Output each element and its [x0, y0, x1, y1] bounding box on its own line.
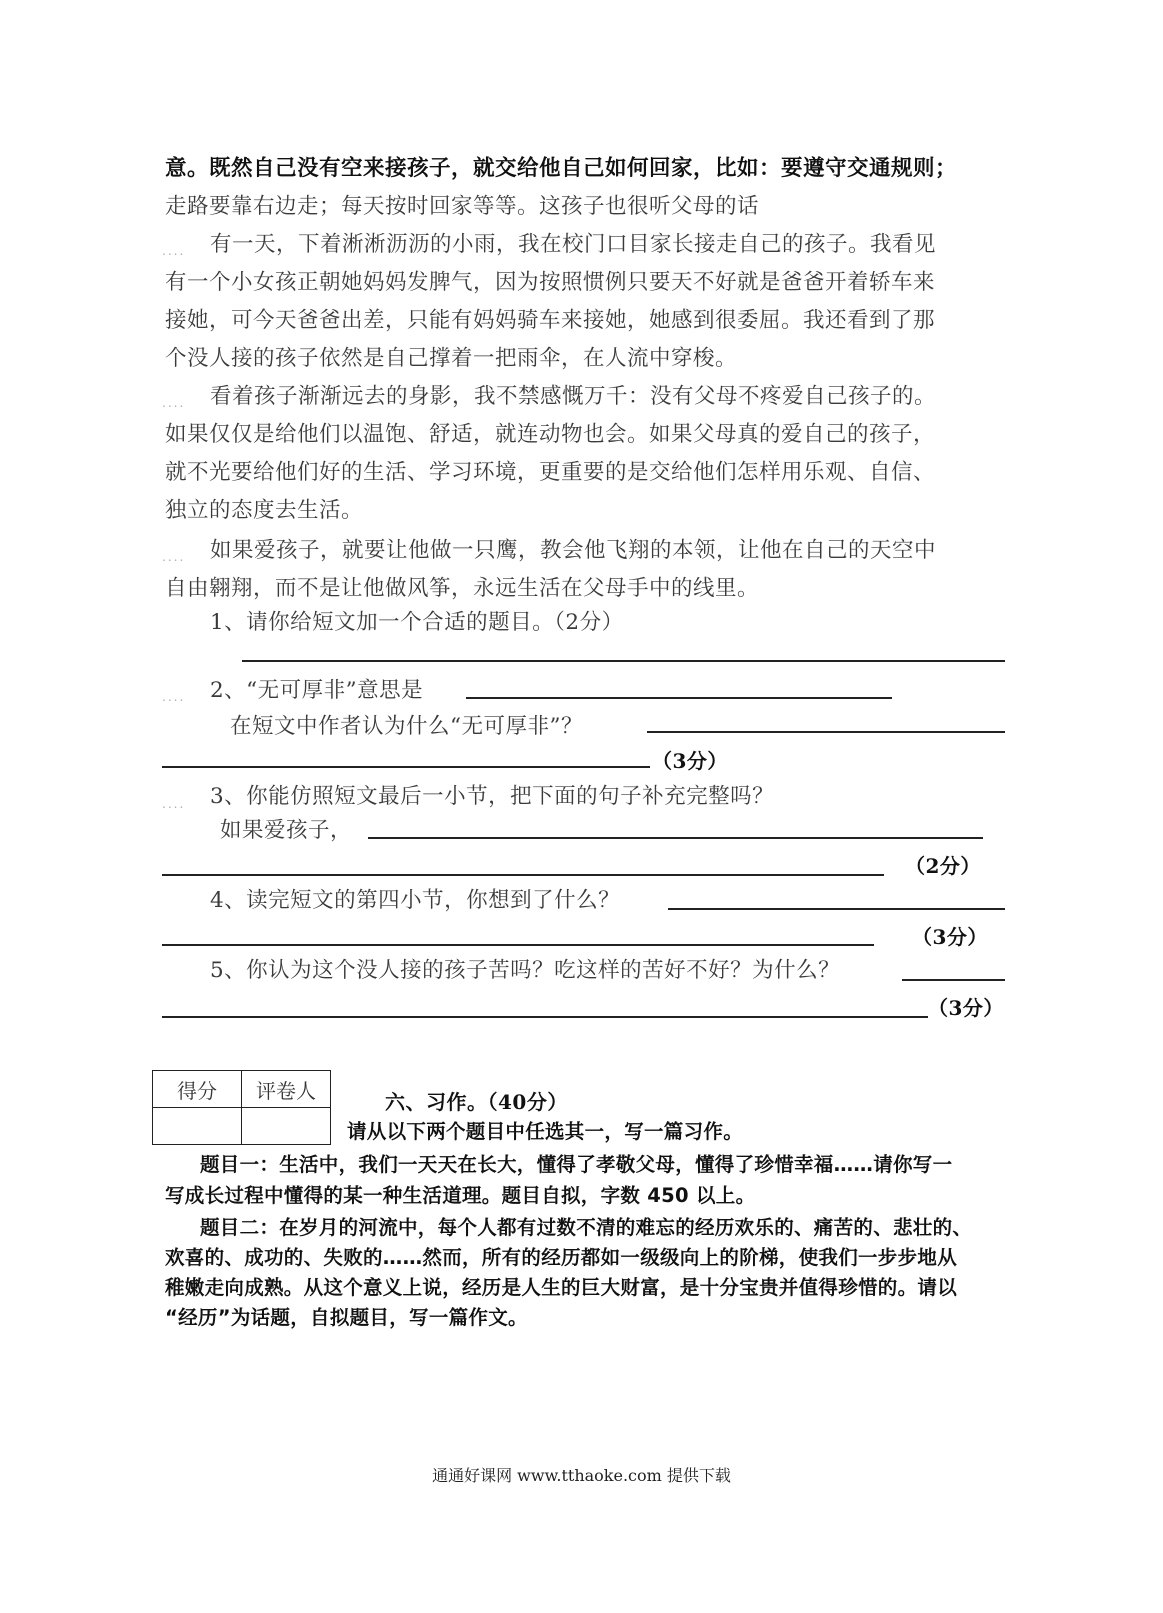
answer-line-q4b[interactable]: [162, 944, 874, 946]
question-2-score: （3分）: [652, 749, 728, 773]
question-3b: 如果爱孩子，: [220, 818, 353, 843]
answer-line-q3b[interactable]: [162, 874, 884, 876]
answer-line-q5b[interactable]: [162, 1016, 928, 1018]
passage-line: 个没人接的孩子依然是自己撑着一把雨伞，在人流中穿梭。: [165, 346, 738, 371]
answer-line-q4a[interactable]: [668, 908, 1005, 910]
passage-line: 有一天，下着淅淅沥沥的小雨，我在校门口目家长接走自己的孩子。我看见: [210, 232, 937, 257]
question-5: 5、你认为这个没人接的孩子苦吗？吃这样的苦好不好？为什么？: [210, 958, 841, 983]
section-6-title: 六、习作。（40分）: [385, 1090, 568, 1114]
answer-line-q2c[interactable]: [162, 766, 650, 768]
grader-cell[interactable]: [242, 1108, 331, 1145]
passage-line: 接她，可今天爸爸出差，只能有妈妈骑车来接她，她感到很委屈。我还看到了那: [165, 308, 936, 333]
answer-line-q3a[interactable]: [368, 837, 983, 839]
answer-line-q2-meaning[interactable]: [466, 697, 892, 699]
passage-line: 自由翱翔，而不是让他做风筝，永远生活在父母手中的线里。: [165, 576, 760, 601]
dots: ....: [162, 244, 186, 258]
passage-line: 独立的态度去生活。: [165, 498, 364, 523]
passage-line: 就不光要给他们好的生活、学习环境，更重要的是交给他们怎样用乐观、自信、: [165, 460, 936, 485]
passage-line: 看着孩子渐渐远去的身影，我不禁感慨万千：没有父母不疼爱自己孩子的。: [210, 384, 937, 409]
question-5-score: （3分）: [928, 996, 1004, 1020]
topic-2-line: “经历”为话题，自拟题目，写一篇作文。: [165, 1306, 528, 1329]
question-2: 2、“无可厚非”意思是: [210, 678, 424, 703]
score-cell[interactable]: [153, 1108, 242, 1145]
question-4-score: （3分）: [912, 925, 988, 949]
question-4: 4、读完短文的第四小节，你想到了什么？: [210, 888, 621, 913]
dots: ....: [162, 690, 186, 704]
topic-1-line: 写成长过程中懂得的某一种生活道理。题目自拟，字数 450 以上。: [165, 1184, 756, 1207]
topic-2-line: 稚嫩走向成熟。从这个意义上说，经历是人生的巨大财富，是十分宝贵并值得珍惜的。请以: [165, 1276, 958, 1299]
question-2b: 在短文中作者认为什么“无可厚非”？: [230, 714, 583, 739]
dots: ....: [162, 396, 186, 410]
topic-1-line: 题目一：生活中，我们一天天在长大，懂得了孝敬父母，懂得了珍惜幸福……请你写一: [200, 1153, 953, 1176]
topic-2-line: 题目二：在岁月的河流中，每个人都有过数不清的难忘的经历欢乐的、痛苦的、悲壮的、: [200, 1216, 973, 1239]
score-header: 得分: [153, 1071, 242, 1108]
dots: ....: [162, 550, 186, 564]
answer-line-q2b[interactable]: [647, 731, 1005, 733]
topic-2-line: 欢喜的、成功的、失败的……然而，所有的经历都如一级级向上的阶梯，使我们一步步地从: [165, 1246, 958, 1269]
question-3-score: （2分）: [905, 854, 981, 878]
footer-source: 通通好课网 www.tthaoke.com 提供下载: [432, 1466, 731, 1485]
passage-line: 意。既然自己没有空来接孩子，就交给他自己如何回家，比如：要遵守交通规则；: [165, 156, 958, 181]
passage-line: 有一个小女孩正朝她妈妈发脾气，因为按照惯例只要天不好就是爸爸开着轿车来: [165, 270, 936, 295]
section-6-instruction: 请从以下两个题目中任选其一，写一篇习作。: [347, 1120, 744, 1143]
dots: ....: [162, 797, 186, 811]
answer-line-q5a[interactable]: [902, 979, 1005, 981]
passage-line: 如果爱孩子，就要让他做一只鹰，教会他飞翔的本领，让他在自己的天空中: [210, 538, 937, 563]
grader-header: 评卷人: [242, 1071, 331, 1108]
passage-line: 如果仅仅是给他们以温饱、舒适，就连动物也会。如果父母真的爱自己的孩子，: [165, 422, 936, 447]
question-1: 1、请你给短文加一个合适的题目。（2分）: [210, 610, 624, 635]
question-3: 3、你能仿照短文最后一小节，把下面的句子补充完整吗？: [210, 784, 775, 809]
passage-line: 走路要靠右边走；每天按时回家等等。这孩子也很听父母的话: [165, 194, 760, 219]
score-table: [152, 1070, 331, 1145]
answer-line-q1[interactable]: [242, 660, 1005, 662]
